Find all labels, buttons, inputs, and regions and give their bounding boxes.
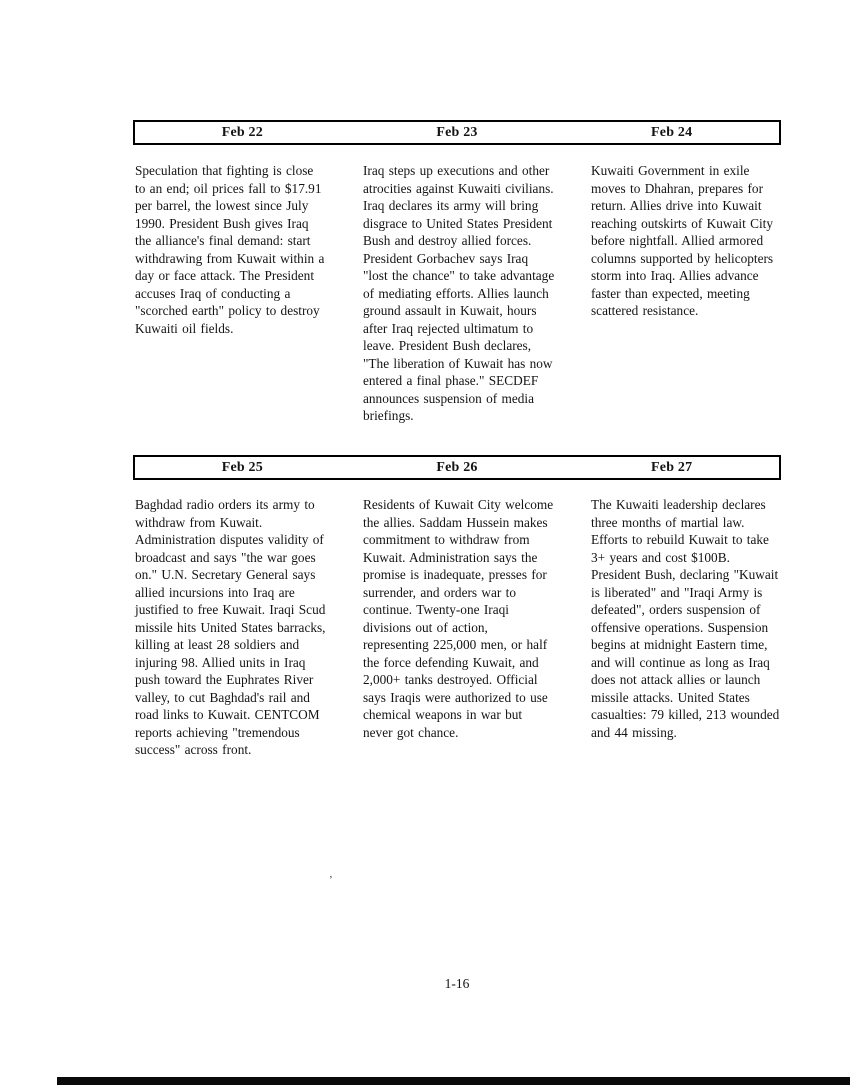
scan-artifact-bar — [57, 1077, 850, 1085]
timeline-entry-feb26: Residents of Kuwait City welcome the allies. Saddam Hussein makes commitment to withdraw from Kuwait. Administration says the promise is inadequate, presses for surrender, and orders war to continue. Twenty-one Iraqi divisions out of action, representing 225,000 men, or half the force defending Kuwait, and 2,000+ tanks destroyed. Official says Iraqis were authorized to use chemical weapons in war but never got chance. — [363, 497, 554, 740]
page-number: 1-16 — [444, 976, 470, 991]
timeline-columns-1 — [135, 162, 783, 425]
date-header-feb23: Feb 23 — [436, 124, 478, 140]
date-header-feb25: Feb 25 — [221, 459, 263, 475]
timeline-entry-feb25: Baghdad radio orders its army to withdraw from Kuwait. Administration disputes validity of broadcast and says "the war goes on." U.N. Secretary General says allied incursions into Iraq are justified to free Kuwait. Iraqi Scud missile hits United States barracks, killing at least 28 soldiers and injuring 98. Allied units in Iraq push toward the Euphrates River valley, to cut Baghdad's rail and road links to Kuwait. CENTCOM reports achieving "tremendous success" across front. — [135, 497, 326, 757]
timeline-entry-feb27: The Kuwaiti leadership declares three months of martial law. Efforts to rebuild Kuwait to take 3+ years and cost $100B. President Bush, declaring "Kuwait is liberated" and "Iraqi Army is defeated", orders suspension of offensive operations. Suspension begins at midnight Eastern time, and will continue as long as Iraq does not attack allies or launch missile attacks. United States casualties: 79 killed, 213 wounded and 44 missing. — [591, 497, 780, 740]
date-header-row-1 — [133, 120, 781, 145]
date-header-feb22: Feb 22 — [221, 124, 263, 140]
timeline-entry-feb22: Speculation that fighting is close to an end; oil prices fall to $17.91 per barrel, the lowest since July 1990. President Bush gives Iraq the alliance's final demand: start withdrawing from Kuwait within a day or face attack. The President accuses Iraq of conducting a "scorched earth" policy to destroy Kuwaiti oil fields. — [135, 163, 325, 336]
scan-noise-mark: ’ — [329, 874, 333, 886]
timeline-entry-feb24: Kuwaiti Government in exile moves to Dhahran, prepares for return. Allies drive into Kuwait reaching outskirts of Kuwait City before nightfall. Allied armored columns supported by helicopters storm into Iraq. Allies advance faster than expected, meeting scattered resistance. — [591, 163, 774, 318]
date-header-feb26: Feb 26 — [436, 459, 478, 475]
date-header-row-2 — [133, 455, 781, 480]
date-header-feb24: Feb 24 — [651, 124, 693, 140]
timeline-entry-feb23: Iraq steps up executions and other atrocities against Kuwaiti civilians. Iraq declares its army will bring disgrace to United States President Bush and destroy allied forces. President Gorbachev says Iraq "lost the chance" to take advantage of mediating efforts. Allies launch ground assault in Kuwait, hours after Iraq rejected ultimatum to leave. President Bush declares, "The liberation of Kuwait has now entered a final phase." SECDEF announces suspension of media briefings. — [363, 163, 555, 423]
date-header-feb27: Feb 27 — [651, 459, 693, 475]
timeline-columns-2 — [135, 496, 783, 759]
